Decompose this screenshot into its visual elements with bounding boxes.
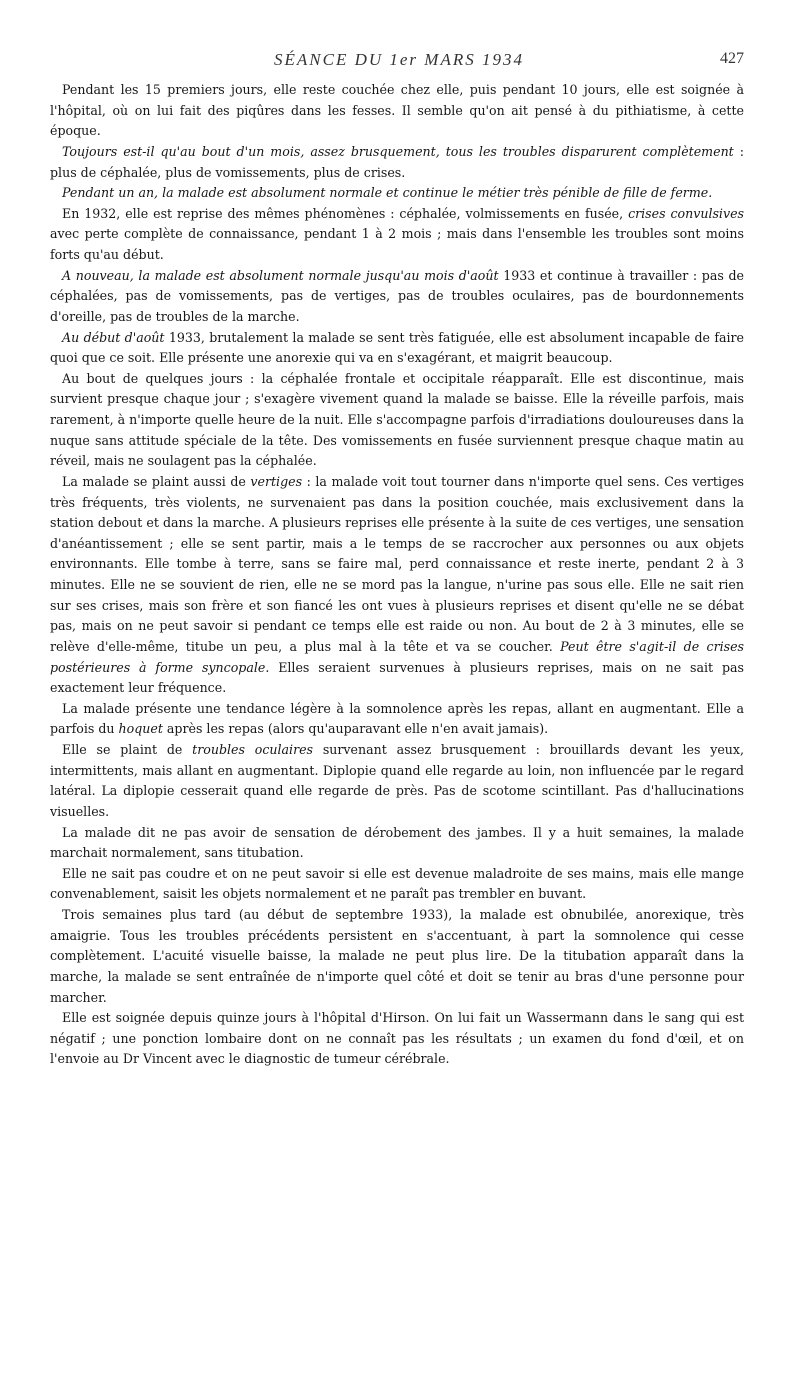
italic-text-run: Pendant un an, la malade est absolument normale et continue le métier très pénible de fille de ferme. — [62, 185, 713, 201]
paragraph — [50, 80, 744, 142]
paragraph — [50, 266, 744, 328]
page-header — [54, 50, 744, 74]
text-run: La malade présente une tendance légère à la somnolence après les repas, allant en augmentant. Elle a parfois du — [50, 700, 744, 737]
paragraph — [50, 740, 744, 823]
italic-text-run: vertiges — [250, 473, 303, 489]
paragraph — [50, 823, 744, 864]
italic-text-run: Au début d'août — [62, 329, 165, 345]
italic-text-run: A nouveau, la malade est absolument normale jusqu'au mois d'août — [62, 267, 499, 283]
text-run: Elle se plaint de — [62, 742, 193, 757]
text-run: La malade se plaint aussi de — [62, 473, 251, 489]
text-run: Elle ne sait pas coudre et on ne peut savoir si elle est devenue maladroite de ses mains, mais elle mange convenablement, saisit les objets normalement et ne paraît pas trembler en buvant. — [50, 865, 744, 902]
paragraph — [50, 905, 744, 1008]
text-run: En 1932, elle est reprise des mêmes phénomènes : céphalée, volmissements en fusée, — [62, 205, 629, 221]
italic-text-run: Peut être s'agit-il de crises postérieures à forme syncopale. — [50, 638, 745, 675]
italic-text-run: hoquet — [118, 721, 163, 737]
italic-text-run: troubles oculaires — [192, 742, 314, 757]
text-run: avec perte complète de connaissance, pendant 1 à 2 mois ; mais dans l'ensemble les troubles sont moins forts qu'au début. — [50, 226, 744, 262]
running-title: SÉANCE DU 1er MARS 1934 — [274, 50, 524, 69]
italic-text-run: crises convulsives — [628, 205, 744, 221]
paragraph — [50, 204, 744, 266]
text-run: Pendant les 15 premiers jours, elle reste couchée chez elle, puis pendant 10 jours, elle est soignée à l'hôpital, où on lui fait des piqûres dans les fesses. Il semble qu'on ait pensé à du pithiatisme, à cette époque. — [50, 82, 744, 139]
italic-text-run: Toujours est-il qu'au bout d'un mois, assez brusquement, tous les troubles disparurent complètement — [62, 143, 734, 159]
text-run: 1933 et continue à travailler : pas de céphalées, pas de vomissements, pas de vertiges, pas de troubles oculaires, pas de bourdonnements d'oreille, pas de troubles de la marche. — [50, 267, 744, 324]
text-run: Elle est soignée depuis quinze jours à l'hôpital d'Hirson. On lui fait un Wassermann dans le sang qui est négatif ; une ponction lombaire dont on ne connaît pas les résultats ; un examen du fond d'œil, et on l'envoie au Dr Vincent avec le diagnostic de tumeur cérébrale. — [50, 1010, 744, 1067]
text-run: La malade dit ne pas avoir de sensation de dérobement des jambes. Il y a huit semaines, la malade marchait normalement, sans titubation. — [50, 824, 744, 861]
text-run: : la malade voit tout tourner dans n'importe quel sens. Ces vertiges très fréquents, très violents, ne survenaient pas dans la position couchée, mais exclusivement dans la station debout et dans la marche. A plusieurs reprises elle présente à la suite de ces vertiges, une sensation d'anéantissement ; elle se sent partir, mais a le temps de se raccrocher aux personnes ou aux objets environnants. Elle tombe à terre, sans se faire mal, perd connaissance et reste inerte, pendant 2 à 3 minutes. Elle ne se souvient de rien, elle ne se mord pas la langue, n'urine pas sous elle. Elle ne sait rien sur ses crises, mais son frère et son fiancé les ont vues à plusieurs reprises et disent qu'elle ne se débat pas, mais on ne peut savoir si pendant ce temps elle est raide ou non. Au bout de 2 à 3 minutes, elle se relève d'elle-même, titube un peu, a plus mal à la tête et va se coucher. — [50, 473, 744, 654]
body-text — [50, 80, 744, 1070]
paragraph — [50, 328, 744, 369]
text-run: Elles seraient survenues à plusieurs reprises, mais on ne sait pas exactement leur fréquence. — [50, 659, 744, 696]
page-number: 427 — [720, 50, 744, 67]
text-run: Au bout de quelques jours : la céphalée frontale et occipitale réapparaît. Elle est discontinue, mais survient presque chaque jour ; s'exagère vivement quand la malade se baisse. Elle la réveille parfois, mais rarement, à n'importe quelle heure de la nuit. Elle s'accompagne parfois d'irradiations douloureuses dans la nuque sans attitude spéciale de la tête. Des vomissements en fusée surviennent presque chaque matin au réveil, mais ne soulagent pas la céphalée. — [50, 370, 744, 469]
paragraph — [50, 864, 744, 905]
text-run: : plus de céphalée, plus de vomissements, plus de crises. — [50, 143, 744, 180]
text-run: survenant assez brusquement : brouillards devant les yeux, intermittents, mais allant en augmentant. Diplopie quand elle regarde au loin, non influencée par le regard latéral. La diplopie cesserait quand elle regarde de près. Pas de scotome scintillant. Pas d'hallucinations visuelles. — [50, 742, 744, 819]
text-run: 1933, brutalement la malade se sent très fatiguée, elle est absolument incapable de faire quoi que ce soit. Elle présente une anorexie qui va en s'exagérant, et maigrit beaucoup. — [50, 329, 744, 366]
paragraph — [50, 142, 744, 183]
text-run: Trois semaines plus tard (au début de septembre 1933), la malade est obnubilée, anorexique, très amaigrie. Tous les troubles précédents persistent en s'accentuant, à part la somnolence qui cesse complètement. L'acuité visuelle baisse, la malade ne peut plus lire. De la titubation apparaît dans la marche, la malade se sent entraînée de n'importe quel côté et doit se tenir au bras d'une personne pour marcher. — [50, 907, 744, 1005]
paragraph — [50, 369, 744, 472]
text-run: après les repas (alors qu'auparavant elle n'en avait jamais). — [162, 721, 549, 737]
paragraph — [50, 1008, 744, 1070]
paragraph — [50, 699, 744, 740]
paragraph — [50, 183, 744, 204]
paragraph — [50, 472, 744, 699]
